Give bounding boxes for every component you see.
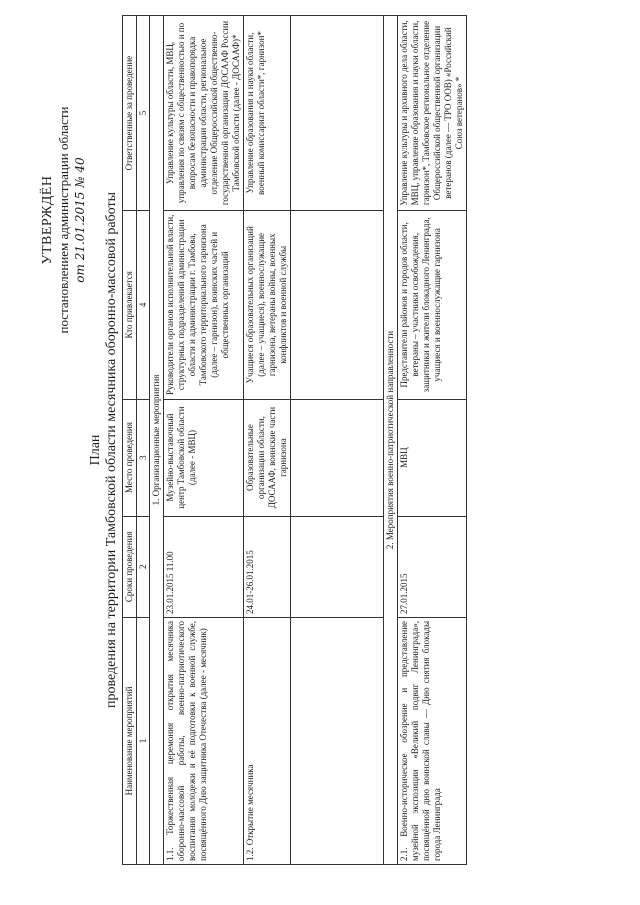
table-row (244, 16, 291, 865)
cell-date: 27.01.2015 (398, 516, 467, 617)
column-number-row (137, 16, 150, 865)
header-place: Место проведения (123, 399, 137, 516)
cell-who: Представители районов и городов области, ветераны – участники освобождения, защитники и жители блокадного Ленинграда, учащиеся и военнослужащие гарнизона (398, 211, 467, 400)
section-title: 2. Мероприятия военно-патриотической направленности (384, 16, 398, 865)
cell-resp: Управление культуры области, МВЦ, управления по связям с общественностью и по вопросам безопасности и правопорядка администрации области, региональное отделение Общероссийской общественно-государственной организации ДОСААФ России Тамбовской области (далее - ДОСААФ)* (164, 16, 244, 211)
cell-resp: Управление культуры и архивного дела области, МВЦ, управление образования и науки области, гарнизон*, Тамбовское региональное отделение Общероссийской общественной организации ветеранов (далее — ТРО ООВ) «Российский Союз ветеранов» * (398, 16, 467, 211)
cell-place: Образовательные организации области, ДОСААФ, воинские части гарнизона (244, 399, 291, 516)
cell-resp: Управление образования и науки области, военный комиссариат области*, гарнизон* (244, 16, 291, 211)
title-line: проведения на территории Тамбовской области месячника оборонно-массовой работы (104, 191, 119, 709)
col-number: 5 (137, 16, 150, 211)
cell-name: 1.1. Торжественная церемония открытия месячника оборонно-массовой работы, военно-патриотического воспитания молодежи и её подготовки к военной службе, посвящённого Дню защитника Отечества (далее - месячник) (164, 617, 244, 864)
header-resp: Ответственные за проведение (123, 16, 137, 211)
header-who: Кто привлекается (123, 211, 137, 400)
spacer-cell (291, 516, 384, 617)
section-title: 1. Организационные мероприятия (150, 16, 164, 865)
table-row (398, 16, 467, 865)
spacer-cell (291, 211, 384, 400)
col-number: 1 (137, 617, 150, 864)
approval-decree-line: постановлением администрации области (56, 106, 71, 334)
header-row (123, 16, 137, 865)
cell-who: Учащиеся образовательных организаций (далее – учащиеся), военнослужащие гарнизона, ветераны войны, военных конфликтов и военной службы (244, 211, 291, 400)
approval-stamp (40, 40, 88, 400)
col-number: 4 (137, 211, 150, 400)
spacer-cell (291, 617, 384, 864)
cell-who: Руководители органов исполнительной власти, структурных подразделений администрации области и администрации г. Тамбова, Тамбовского территориального гарнизона (далее – гарнизон), воинских частей и общественных организаций (164, 211, 244, 400)
approval-signature: от 21.01.2015 № 40 (73, 157, 87, 283)
cell-name: 1.2. Открытие месячника (244, 617, 291, 864)
col-number: 2 (137, 516, 150, 617)
title-word: План (88, 434, 103, 466)
approved-label: УТВЕРЖДЁН (40, 175, 55, 265)
header-date: Сроки проведения (123, 516, 137, 617)
cell-date: 24.01-26.01.2015 (244, 516, 291, 617)
col-number: 3 (137, 399, 150, 516)
cell-place: МВЦ (398, 399, 467, 516)
section-row (150, 16, 164, 865)
section-row (384, 16, 398, 865)
header-name: Наименование мероприятий (123, 617, 137, 864)
spacer-cell (291, 16, 384, 211)
document-title (88, 90, 120, 810)
spacer-cell (291, 399, 384, 516)
table-row (164, 16, 244, 865)
cell-place: Музейно-выставочный центр Тамбовской области (далее - МВЦ) (164, 399, 244, 516)
cell-date: 23.01.2015 11.00 (164, 516, 244, 617)
spacer-row (291, 16, 384, 865)
cell-name: 2.1. Военно-историческое обозрение и представление музейной экспозиции «Великий подвиг Ленинграда», посвящённой дню воинской славы — Дню снятия блокады города Ленинграда (398, 617, 467, 864)
plan-table (122, 15, 467, 865)
